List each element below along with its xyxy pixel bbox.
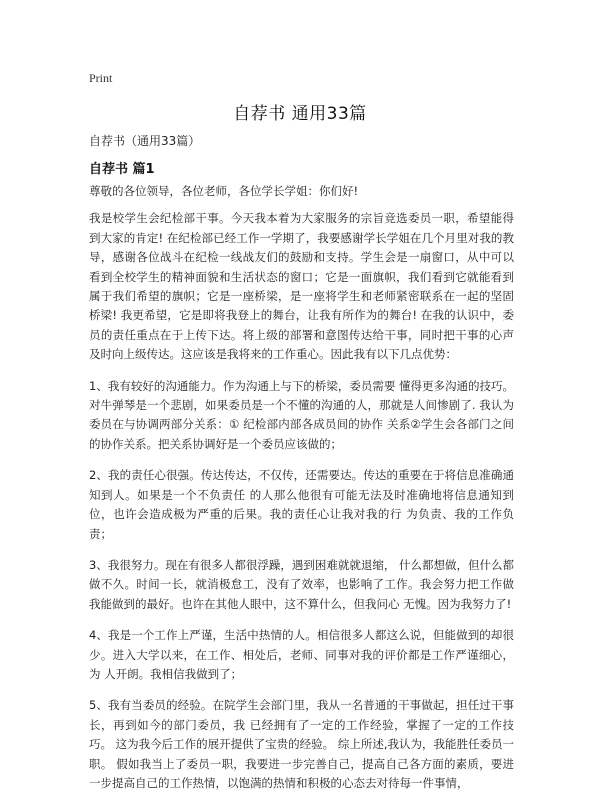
- page-title: 自荐书 通用33篇: [233, 104, 367, 124]
- point-paragraph-4: 4、我是一个工作上严谨，生活中热情的人。相信很多人都这么说，但能做到的却很少。进入大学以来，在工作、相处后，老师、同事对我的评价都是工作严谨细心，为 人开朗。我相信我做到了；: [89, 628, 514, 681]
- point-paragraph-1: 1、我有较好的沟通能力。作为沟通上与下的桥梁，委员需要 懂得更多沟通的技巧。对牛弹琴是一个悲剧，如果委员是一个不懂的沟通的人，那就是人间惨剧了. 我认为委员在与协调两部分关系：① 纪检部内部各成员间的协作 关系②学生会各部门之间的协作关系。把关系协调好是一个委员应该做的；: [89, 378, 514, 451]
- point-paragraph-5: 5、我有当委员的经验。在院学生会部门里，我从一名普通的干事做起，担任过干事长，再到如今的部门委员，我 已经拥有了一定的工作经验，掌握了一定的工作技巧。 这为我今后工作的展开提供了宝贵的经验。 综上所述,我认为，我能胜任委员一职。 假如我当上了委员一职，我要进一步完善自己，提高自己各方面的素质，要进一步提高自己的工作热情，以饱满的热情和积极的心态去对待每一件事情，: [89, 698, 514, 790]
- print-link[interactable]: Print: [89, 71, 113, 85]
- point-paragraph-3: 3、我很努力。现在有很多人都很浮躁，遇到困难就就退缩， 什么都想做，但什么都做不久。时间一长，就消极怠工，没有了效率，也影响了工作。我会努力把工作做我能做到的最好。也许在其他人眼中，这不算什么，但我问心 无愧。因为我努力了!: [89, 557, 514, 611]
- intro-paragraph: 我是校学生会纪检部干事。今天我本着为大家服务的宗旨竞选委员一职，希望能得到大家的肯定! 在纪检部已经工作一学期了，我要感谢学长学姐在几个月里对我的教导，感谢各位战斗在纪检一线战友们的鼓励和支持。学生会是一扇窗口，从中可以看到全校学生的精神面貌和生活状态的窗口；它是一面旗帜，我们看到它就能看到属于我们希望的旗帜；它是一座桥梁，是一座将学生和老师紧密联系在一起的坚固桥梁! 我更希望，它是即将我登上的舞台，让我有所作为的舞台! 在我的认识中，委员的责任重点在于上传下达。将上级的部署和意图传达给干事，同时把干事的心声及时向上级传达。这应该是我将来的工作重心。因此我有以下几点优势：: [89, 211, 514, 362]
- document-subtitle: 自荐书（通用33篇）: [89, 134, 201, 148]
- document-body: [89, 182, 514, 805]
- section-heading: 自荐书 篇1: [89, 162, 155, 177]
- greeting-paragraph: 尊敬的各位领导，各位老师，各位学长学姐：你们好!: [89, 184, 359, 198]
- point-paragraph-2: 2、我的责任心很强。传达传达，不仅传，还需要达。传达的重要在于将信息准确通知到人。如果是一个不负责任 的人那么他很有可能无法及时准确地将信息通知到位，也许会造成极为严重的后果。我的责任心让我对我的行 为负责、我的工作负责；: [89, 468, 514, 541]
